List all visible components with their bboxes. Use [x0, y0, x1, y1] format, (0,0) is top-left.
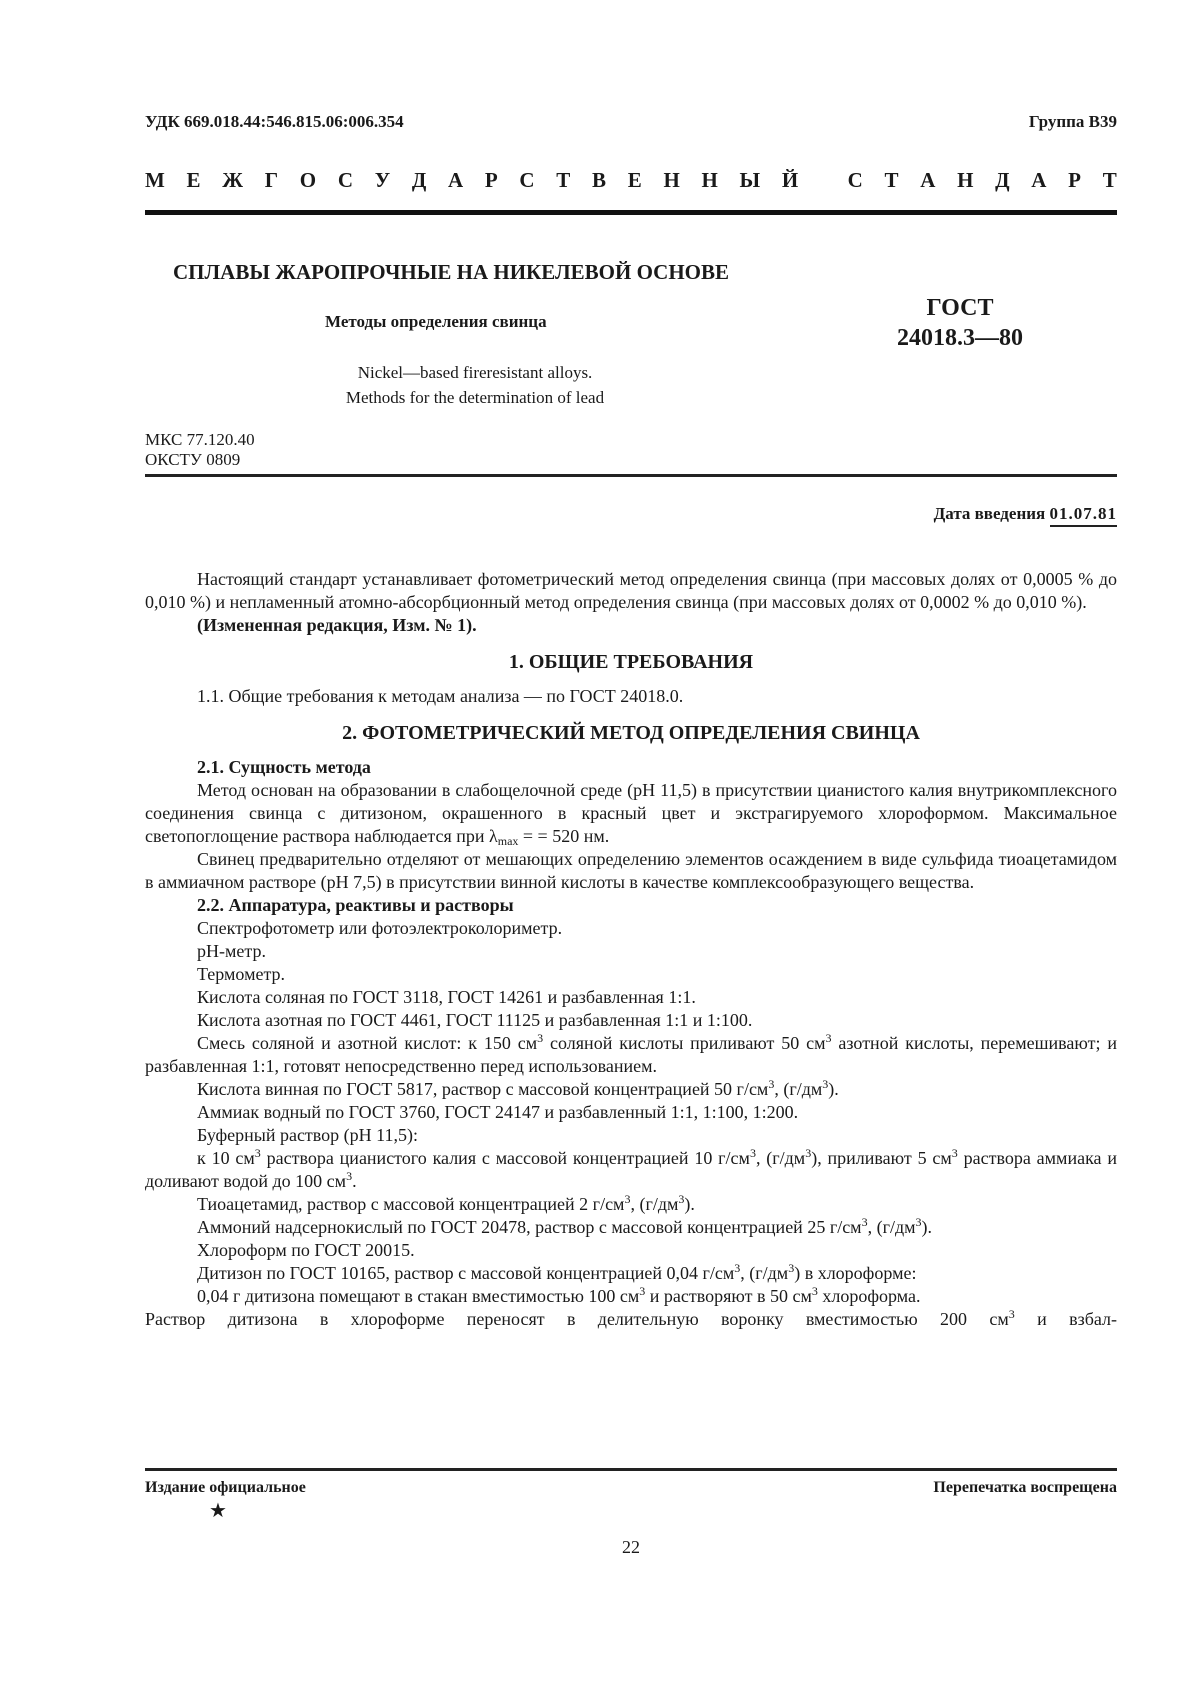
- banner-letter: А: [1031, 168, 1047, 192]
- document-title: СПЛАВЫ ЖАРОПРОЧНЫЕ НА НИКЕЛЕВОЙ ОСНОВЕ: [173, 260, 730, 284]
- word-gap: [820, 168, 826, 193]
- text-run: = = 520 нм.: [518, 826, 610, 846]
- page-number: 22: [622, 1537, 640, 1557]
- superscript: 3: [1008, 1307, 1015, 1321]
- banner-letter: М: [145, 168, 165, 192]
- mks-code: МКС 77.120.40: [145, 430, 255, 449]
- banner-letter: Й: [781, 168, 799, 192]
- item-dithizone-transfer: [145, 1308, 1117, 1331]
- reprint-prohibited-label: Перепечатка воспрещена: [933, 1479, 1117, 1496]
- gost-number: 24018.3—80: [897, 325, 1023, 351]
- english-title: [275, 360, 675, 410]
- superscript: 3: [537, 1031, 544, 1045]
- superscript: 3: [749, 1146, 756, 1160]
- subscript: max: [497, 834, 519, 848]
- text-run: , (г/дм: [867, 1217, 916, 1237]
- text-run: ).: [828, 1079, 839, 1099]
- banner-letter: Т: [884, 168, 899, 192]
- superscript: 3: [805, 1146, 812, 1160]
- okstu-code: ОКСТУ 0809: [145, 450, 241, 469]
- star-icon: ★: [209, 1500, 227, 1522]
- banner-letter: А: [448, 168, 464, 192]
- classification-codes: [145, 430, 255, 470]
- banner-letter: Н: [701, 168, 718, 192]
- superscript: 3: [861, 1215, 868, 1229]
- text-run: Аммоний надсернокислый по ГОСТ 20478, раствор с массовой концентрацией 25 г/см: [197, 1217, 862, 1237]
- text-run: ) в хлороформе:: [794, 1263, 917, 1283]
- codes-rule: [145, 474, 1117, 477]
- text-run: раствора цианистого калия с массовой концентрацией 10 г/см: [260, 1148, 750, 1168]
- banner-letter: Е: [627, 168, 642, 192]
- banner-letter: Т: [1102, 168, 1117, 192]
- text-run: ), приливают 5 см: [811, 1148, 952, 1168]
- text-run: Кислота винная по ГОСТ 5817, раствор с массовой концентрацией 50 г/см: [197, 1079, 769, 1099]
- item-buffer-preparation: [145, 1147, 1117, 1193]
- superscript: 3: [951, 1146, 958, 1160]
- superscript: 3: [639, 1284, 646, 1298]
- superscript: 3: [915, 1215, 922, 1229]
- banner-letter: Д: [411, 168, 427, 192]
- item-ammonium-persulfate: [145, 1216, 1117, 1239]
- text-run: и взбал-: [1014, 1309, 1117, 1329]
- text-run: хлороформа.: [817, 1286, 921, 1306]
- clause-2-1-paragraph-1: [145, 779, 1117, 848]
- text-run: соляной кислоты приливают 50 см: [543, 1033, 826, 1053]
- banner-letter: Р: [484, 168, 498, 192]
- text-run: и растворяют в 50 см: [645, 1286, 812, 1306]
- clause-1-1: 1.1. Общие требования к методам анализа — по ГОСТ 24018.0.: [197, 686, 684, 706]
- text-run: Смесь соляной и азотной кислот: к 150 см: [197, 1033, 538, 1053]
- superscript: 3: [811, 1284, 818, 1298]
- item-ammonia: Аммиак водный по ГОСТ 3760, ГОСТ 24147 и разбавленный 1:1, 1:100, 1:200.: [197, 1102, 799, 1122]
- item-thioacetamide: [145, 1193, 1117, 1216]
- superscript: 3: [624, 1192, 631, 1206]
- item-thermometer: Термометр.: [197, 964, 286, 984]
- gost-label: ГОСТ: [926, 295, 994, 321]
- banner-letter: Д: [995, 168, 1010, 192]
- item-ph-meter: pH-метр.: [197, 941, 266, 961]
- text-run: азотной кислоты, перемешивают; и разбавленная 1:1, готовят непосредственно перед использованием.: [145, 1033, 1118, 1076]
- banner-letter: С: [847, 168, 863, 192]
- text-run: .: [352, 1171, 357, 1191]
- group-code: Группа В39: [1028, 112, 1117, 131]
- item-buffer: Буферный раствор (pH 11,5):: [197, 1125, 418, 1145]
- section-1-heading: 1. ОБЩИЕ ТРЕБОВАНИЯ: [508, 651, 754, 673]
- item-acid-mixture: [145, 1032, 1117, 1078]
- item-tartaric-acid: [145, 1078, 1117, 1101]
- footer-rule: [145, 1468, 1117, 1471]
- text-run: ).: [684, 1194, 695, 1214]
- clause-2-1-title: 2.1. Сущность метода: [197, 757, 371, 777]
- banner-letter: В: [592, 168, 607, 192]
- udk-code: УДК 669.018.44:546.815.06:006.354: [145, 112, 404, 131]
- superscript: 3: [734, 1261, 741, 1275]
- english-title-line1: Nickel—based fireresistant alloys.: [357, 363, 593, 382]
- banner-letter: Н: [957, 168, 974, 192]
- banner-letter: Ы: [739, 168, 761, 192]
- amendment-note: (Измененная редакция, Изм. № 1).: [197, 615, 477, 635]
- text-run: , (г/дм: [740, 1263, 789, 1283]
- header-rule: [145, 210, 1117, 215]
- text-run: Метод основан на образовании в слабощелочной среде (pH 11,5) в присутствии цианистого калия внутрикомплексного соединения свинца с дитизоном, окрашенного в красный цвет и экстрагируемого хлороформом. Максимальное светопоглощение раствора наблюдается при λ: [145, 780, 1117, 846]
- banner-letter: Н: [663, 168, 680, 192]
- intro-paragraph: Настоящий стандарт устанавливает фотометрический метод определения свинца (при массовых долях от 0,0005 % до 0,010 %) и непламенный атомно-абсорбционный метод определения свинца (при массовых долях от 0,0002 % до 0,010 %).: [145, 569, 1117, 612]
- introduction-date: [934, 504, 1117, 524]
- banner-letter: О: [299, 168, 317, 192]
- text-run: ).: [921, 1217, 933, 1237]
- text-run: , (г/дм: [630, 1194, 679, 1214]
- date-value: 01.07.81: [1050, 504, 1118, 527]
- superscript: 3: [768, 1077, 775, 1091]
- banner-letter: А: [920, 168, 936, 192]
- item-hydrochloric-acid: Кислота соляная по ГОСТ 3118, ГОСТ 14261 и разбавленная 1:1.: [197, 987, 696, 1007]
- document-subtitle: Методы определения свинца: [325, 312, 547, 331]
- superscript: 3: [254, 1146, 261, 1160]
- section-2-heading: 2. ФОТОМЕТРИЧЕСКИЙ МЕТОД ОПРЕДЕЛЕНИЯ СВИНЦА: [342, 722, 920, 744]
- banner-letter: Т: [556, 168, 571, 192]
- text-run: к 10 см: [197, 1148, 255, 1168]
- superscript: 3: [346, 1169, 353, 1183]
- text-run: Дитизон по ГОСТ 10165, раствор с массовой концентрацией 0,04 г/см: [197, 1263, 735, 1283]
- gost-designation: [885, 293, 1035, 353]
- item-dithizone: [145, 1262, 1117, 1285]
- item-chloroform: Хлороформ по ГОСТ 20015.: [197, 1240, 415, 1260]
- date-label: Дата введения: [933, 504, 1046, 523]
- clause-2-2-title: 2.2. Аппаратура, реактивы и растворы: [197, 895, 514, 915]
- superscript: 3: [825, 1031, 832, 1045]
- text-run: , (г/дм: [774, 1079, 823, 1099]
- text-run: Раствор дитизона в хлороформе переносят в делительную воронку вместимостью 200 см: [145, 1309, 1009, 1329]
- superscript: 3: [822, 1077, 829, 1091]
- text-run: раствора аммиака и доливают водой до 100 см: [145, 1148, 1117, 1191]
- banner-letter: Ж: [222, 168, 244, 192]
- banner-letter: Г: [264, 168, 279, 192]
- banner-letter: С: [519, 168, 535, 192]
- superscript: 3: [788, 1261, 795, 1275]
- banner-letter: С: [337, 168, 354, 192]
- english-title-line2: Methods for the determination of lead: [345, 388, 605, 407]
- item-dithizone-preparation: [145, 1285, 1117, 1308]
- item-spectrophotometer: Спектрофотометр или фотоэлектроколориметр.: [197, 918, 563, 938]
- official-edition-label: Издание официальное: [145, 1479, 306, 1496]
- document-body: [145, 568, 1117, 1331]
- banner-letter: Р: [1068, 168, 1081, 192]
- text-run: , (г/дм: [755, 1148, 806, 1168]
- banner-letter: Е: [186, 168, 201, 192]
- item-nitric-acid: Кислота азотная по ГОСТ 4461, ГОСТ 11125 и разбавленная 1:1 и 1:100.: [197, 1010, 753, 1030]
- text-run: 0,04 г дитизона помещают в стакан вместимостью 100 см: [197, 1286, 640, 1306]
- clause-2-1-paragraph-2: Свинец предварительно отделяют от мешающих определению элементов осаждением в виде сульфида тиоацетамидом в аммиачном растворе (pH 7,5) в присутствии винной кислоты в качестве комплексообразующего вещества.: [145, 849, 1117, 892]
- interstate-standard-banner: [145, 168, 1117, 193]
- text-run: Тиоацетамид, раствор с массовой концентрацией 2 г/см: [197, 1194, 625, 1214]
- superscript: 3: [678, 1192, 685, 1206]
- banner-letter: У: [374, 168, 391, 192]
